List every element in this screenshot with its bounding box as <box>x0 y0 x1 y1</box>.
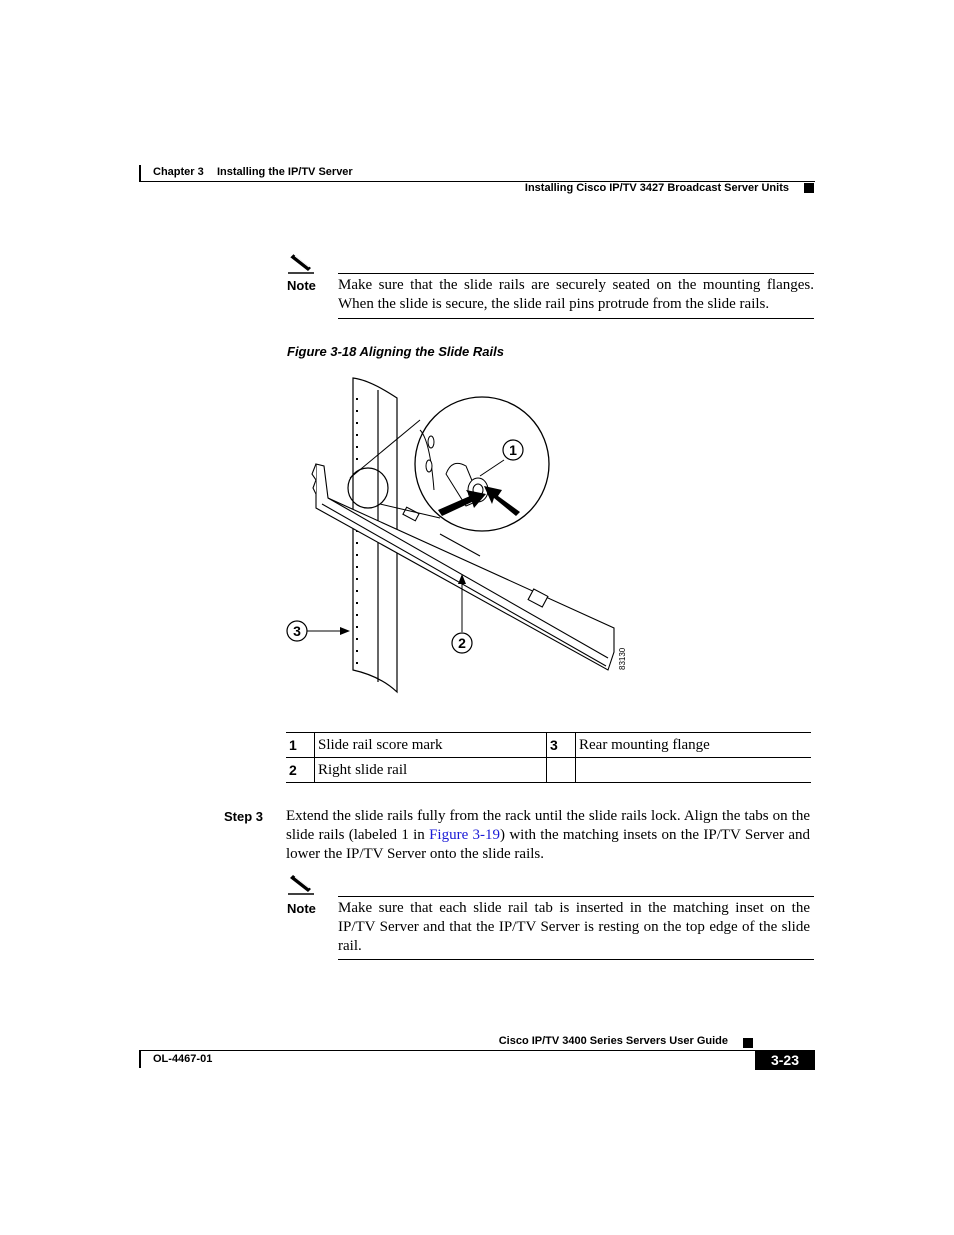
note-pencil-icon <box>287 252 315 274</box>
footer-square-marker <box>743 1038 753 1048</box>
figure-legend-table <box>286 732 811 783</box>
note-label: Note <box>287 901 316 916</box>
callout-3 <box>287 621 350 641</box>
detail-circle <box>415 397 549 531</box>
legend-description: Rear mounting flange <box>576 733 812 758</box>
step-text <box>286 807 810 864</box>
footer-doc-id: OL-4467-01 <box>153 1053 213 1065</box>
step-text-after: ) with the matching insets on the IP/TV Server and lower the IP/TV Server onto the slide rails. <box>286 827 810 862</box>
header-left-mark <box>139 165 141 182</box>
footer-rule <box>139 1050 815 1051</box>
callout-3-label: 3 <box>293 623 301 639</box>
callout-2-label: 2 <box>458 635 466 651</box>
note-bottom-rule <box>338 318 814 319</box>
legend-number <box>547 758 576 783</box>
callout-1-label: 1 <box>509 442 517 458</box>
note-text: Make sure that each slide rail tab is inserted in the matching inset on the IP/TV Server and that the IP/TV Server is resting on the top edge of the slide rail. <box>338 900 810 954</box>
note-pencil-icon <box>287 873 315 895</box>
page-number: 3-23 <box>755 1050 815 1070</box>
header-chapter: Chapter 3 <box>153 166 204 178</box>
legend-description <box>576 758 812 783</box>
legend-number: 1 <box>286 733 315 758</box>
legend-description: Slide rail score mark <box>315 733 547 758</box>
figure-art-id: 83130 <box>618 647 627 670</box>
footer-guide-title: Cisco IP/TV 3400 Series Servers User Guide <box>498 1035 728 1047</box>
slide-rail-illustration <box>280 370 625 700</box>
note-top-rule <box>338 896 814 897</box>
note-bottom-rule <box>338 959 814 960</box>
table-row <box>286 733 811 758</box>
header-square-marker <box>804 183 814 193</box>
legend-number: 3 <box>547 733 576 758</box>
step-text-before: Extend the slide rails fully from the rack until the slide rails lock. Align the tabs on the slide rails (labeled 1 in <box>286 808 810 843</box>
step-label: Step 3 <box>224 809 264 824</box>
table-row <box>286 758 811 783</box>
note-text: Make sure that the slide rails are securely seated on the mounting flanges. When the slide is secure, the slide rail pins protrude from the slide rails. <box>338 277 814 312</box>
header-chapter-title: Installing the IP/TV Server <box>217 166 353 178</box>
note-top-rule <box>338 273 814 274</box>
legend-description: Right slide rail <box>315 758 547 783</box>
header-section-title: Installing Cisco IP/TV 3427 Broadcast Server Units <box>524 182 789 194</box>
figure-3-19-link[interactable]: Figure 3-19 <box>429 827 501 843</box>
note-label: Note <box>287 278 316 293</box>
legend-number: 2 <box>286 758 315 783</box>
figure-caption: Figure 3-18 Aligning the Slide Rails <box>287 344 504 359</box>
footer-left-mark <box>139 1051 141 1068</box>
